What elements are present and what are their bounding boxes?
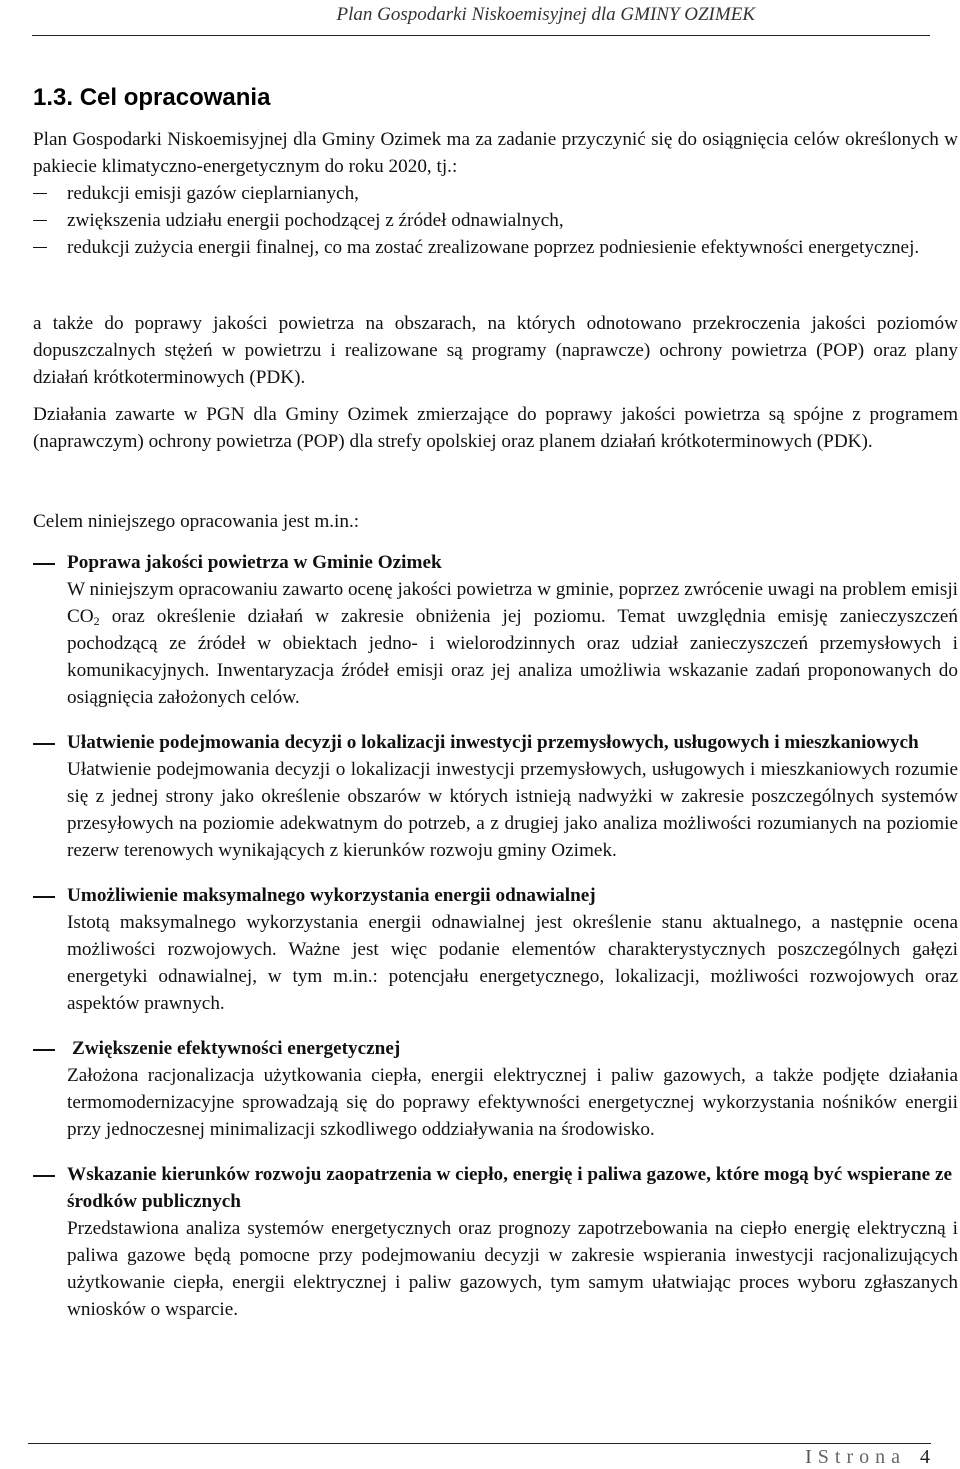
paragraph-goals-intro: Celem niniejszego opracowania jest m.in.:	[33, 511, 360, 532]
goal-title: Poprawa jakości powietrza w Gminie Ozimek	[67, 552, 442, 573]
paragraph-air-quality: a także do poprawy jakości powietrza na obszarach, na których odnotowano przekroczenia jakości poziomów dopuszczalnych stężeń w powietrzu i realizowane są programy (naprawcze) ochrony powietrza (POP) oraz plany działań krótkoterminowych (PDK).	[33, 313, 958, 388]
dash-bullet-icon	[33, 220, 47, 221]
running-header: Plan Gospodarki Niskoemisyjnej dla GMINY OZIMEK	[336, 4, 755, 25]
dash-bullet-icon	[33, 193, 47, 194]
goal-body: Istotą maksymalnego wykorzystania energii odnawialnej jest określenie stanu aktualnego, a następnie ocena możliwości rozwojowych. Ważne jest więc podanie elementów charakterystycznych poszczególnych gałęzi energetyki odnawialnej, w tym m.in.: potencjału energetycznego, lokalizacji, możliwości rozwojowych oraz aspektów prawnych.	[67, 912, 958, 1014]
goals-list	[33, 549, 958, 1341]
goal-item	[33, 1035, 958, 1143]
dash-bullet-icon	[33, 743, 55, 745]
dash-bullet-icon	[33, 896, 55, 898]
goal-body: Przedstawiona analiza systemów energetycznych oraz prognozy zapotrzebowania na ciepło energię elektryczną i paliwa gazowe będą pomocne przy podejmowaniu decyzji w zakresie wspierania inwestycji racjonalizujących użytkowanie ciepła, energii elektrycznej i paliw gazowych, tym samym ułatwiając proces wyboru zgłaszanych wniosków o wsparcie.	[67, 1218, 958, 1320]
footer-divider	[28, 1443, 931, 1444]
goal-title: Zwiększenie efektywności energetycznej	[72, 1038, 401, 1059]
list-item-text: zwiększenia udziału energii pochodzącej z źródeł odnawialnych,	[67, 210, 564, 231]
goal-item	[33, 549, 958, 711]
goal-item	[33, 1161, 958, 1323]
section-heading: 1.3. Cel opracowania	[33, 84, 271, 111]
list-item	[33, 180, 958, 207]
goal-body: Założona racjonalizacja użytkowania ciepła, energii elektrycznej i paliw gazowych, a także podjęte działania termomodernizacyjne sprowadzają się do poprawy efektywności energetycznej wykorzystania nośników energii przy jednoczesnej minimalizacji szkodliwego oddziaływania na środowisko.	[67, 1065, 958, 1140]
footer-separator: I	[805, 1446, 812, 1468]
dash-bullet-icon	[33, 563, 55, 565]
goal-title: Wskazanie kierunków rozwoju zaopatrzenia w ciepło, energię i paliwa gazowe, które mogą być wspierane ze środków publicznych	[67, 1164, 953, 1212]
dash-bullet-icon	[33, 1175, 55, 1177]
list-item-text: redukcji zużycia energii finalnej, co ma zostać zrealizowane poprzez podniesienie efektywności energetycznej.	[67, 237, 920, 258]
goal-body: W niniejszym opracowaniu zawarto ocenę jakości powietrza w gminie, poprzez zwrócenie uwagi na problem emisji $CO_2$ oraz określenie działań w zakresie obniżenia jej poziomu. Temat uwzględnia emisję zanieczyszczeń pochodzącą ze źródeł w obiektach jedno- i wielorodzinnych oraz udział zanieczyszczeń przemysłowych i komunikacyjnych. Inwentaryzacja źródeł emisji oraz jej analiza umożliwia wskazanie zadań proponowanych do osiągnięcia założonych celów.	[67, 579, 959, 708]
list-item-text: redukcji emisji gazów cieplarnianych,	[67, 183, 359, 204]
header-divider	[32, 35, 930, 36]
dash-bullet-icon	[33, 247, 47, 248]
paragraph-pgn-actions: Działania zawarte w PGN dla Gminy Ozimek zmierzające do poprawy jakości powietrza są spójne z programem (naprawczym) ochrony powietrza (POP) dla strefy opolskiej oraz planem działań krótkoterminowych (PDK).	[33, 404, 958, 452]
footer-label: Strona	[817, 1446, 906, 1468]
dash-list	[33, 180, 958, 261]
dash-bullet-icon	[33, 1049, 55, 1051]
page-footer	[805, 1446, 930, 1469]
goal-item	[33, 729, 958, 864]
list-item	[33, 234, 958, 261]
intro-paragraph: Plan Gospodarki Niskoemisyjnej dla Gminy Ozimek ma za zadanie przyczynić się do osiągnięcia celów określonych w pakiecie klimatyczno-energetycznym do roku 2020, tj.:	[33, 129, 958, 177]
goal-title: Umożliwienie maksymalnego wykorzystania energii odnawialnej	[67, 885, 596, 906]
goal-body: Ułatwienie podejmowania decyzji o lokalizacji inwestycji przemysłowych, usługowych i mieszkaniowych rozumie się z jednej strony jako określenie obszarów w których istnieją nadwyżki w zakresie poszczególnych systemów przesyłowych na poziomie adekwatnym do potrzeb, a z drugiej jako analiza możliwości rozumianych na poziomie rezerw terenowych wynikających z kierunków rozwoju gminy Ozimek.	[67, 759, 958, 861]
goal-title: Ułatwienie podejmowania decyzji o lokalizacji inwestycji przemysłowych, usługowych i mieszkaniowych	[67, 732, 919, 753]
list-item	[33, 207, 958, 234]
goal-item	[33, 882, 958, 1017]
page-number: 4	[920, 1446, 930, 1468]
